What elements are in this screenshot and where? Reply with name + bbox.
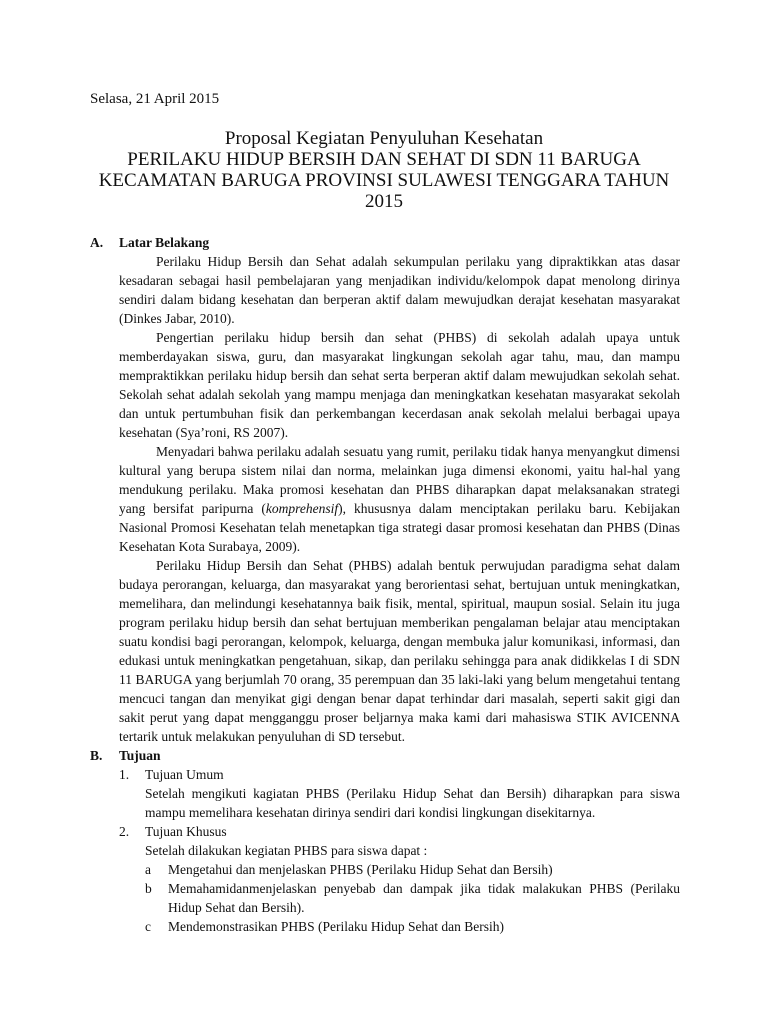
paragraph-4: Perilaku Hidup Bersih dan Sehat (PHBS) adalah bentuk perwujudan paradigma sehat dalam budaya perorangan, keluarga, dan masyarakat yang berorientasi sehat, bertujuan untuk meningkatkan, memelihara, dan melindungi kesehatannya baik fisik, mental, spiritual, maupun sosial. Selain itu juga program perilaku hidup bersih dan sehat bertujuan memberikan pengalaman belajar atau menciptakan suatu kondisi bagi perorangan, kelompok, keluarga, dengan membuka jalur komunikasi, informasi, dan edukasi untuk meningkatkan pengetahuan, sikap, dan perilaku sehingga para anak didikkelas I di SDN 11 BARUGA yang berjumlah 70 orang, 35 perempuan dan 35 laki-laki yang belum mengetahui tentang mencuci tangan dan menyikat gigi dengan benar dapat terhindar dari masalah, seperti sakit gigi dan sakit perut yang dapat mengganggu proser beljarnya maka kami dari mahasiswa STIK AVICENNA tertarik untuk melakukan penyuluhan di SD tersebut. <box>119 558 680 744</box>
sub-item-c-text: Mendemonstrasikan PHBS (Perilaku Hidup Sehat dan Bersih) <box>168 919 504 934</box>
title-block <box>90 128 678 212</box>
paragraph-3-part2: ), khususnya dalam menciptakan perilaku baru. Kebijakan Nasional Promosi Kesehatan telah menetapkan tiga strategi dasar promosi kesehatan dan PHBS (Dinas Kesehatan Kota Surabaya, 2009). <box>119 501 680 554</box>
list-item-1 <box>119 765 680 784</box>
section-b-label: B. <box>90 748 103 763</box>
section-a-heading <box>90 233 680 252</box>
sub-item-b <box>145 879 680 917</box>
section-a-label: A. <box>90 235 104 250</box>
list-item-2-number: 2. <box>119 824 130 839</box>
list-item-2 <box>119 822 680 841</box>
sub-item-c <box>145 917 680 936</box>
paragraph-1: Perilaku Hidup Bersih dan Sehat adalah sekumpulan perilaku yang dipraktikkan atas dasar kesadaran sebagai hasil pembelajaran yang menjadikan individu/kelompok dapat menolong dirinya sendiri dalam bidang kesehatan dan berperan aktif dalam mewujudkan derajat kesehatan masyarakat (Dinkes Jabar, 2010). <box>119 254 680 326</box>
tujuan-umum-text: Setelah mengikuti kagiatan PHBS (Perilaku Hidup Sehat dan Bersih) diharapkan para siswa mampu memelihara kesehatan dirinya sendiri dari kondisi lingkungan disekitarnya. <box>145 786 680 820</box>
tujuan-khusus-text: Setelah dilakukan kegiatan PHBS para siswa dapat : <box>145 843 428 858</box>
sub-item-c-letter: c <box>145 919 151 934</box>
proposal-title: Proposal Kegiatan Penyuluhan Kesehatan <box>224 128 544 149</box>
paragraph-3-italic: komprehensif <box>265 501 339 516</box>
section-a-title: Latar Belakang <box>119 235 210 250</box>
sub-item-b-text: Memahamidanmenjelaskan penyebab dan dampak jika tidak malakukan PHBS (Perilaku Hidup Sehat dan Bersih). <box>168 881 680 915</box>
paragraph-3-part1: Menyadari bahwa perilaku adalah sesuatu yang rumit, perilaku tidak hanya menyangkut dimensi kultural yang berupa sistem nilai dan norma, melainkan juga dimensi ekonomi, yaitu hal-hal yang mendukung perilaku. Maka promosi kesehatan dan PHBS diharapkan dapat melaksanakan strategi yang bersifat paripurna ( <box>119 444 680 516</box>
section-b-title: Tujuan <box>119 748 161 763</box>
section-b-heading <box>90 746 680 765</box>
paragraph-3 <box>119 442 680 556</box>
list-item-1-title: Tujuan Umum <box>145 767 224 782</box>
proposal-subtitle: PERILAKU HIDUP BERSIH DAN SEHAT DI SDN 11 BARUGA KECAMATAN BARUGA PROVINSI SULAWESI TENGGARA TAHUN 2015 <box>98 149 670 212</box>
paragraph-2: Pengertian perilaku hidup bersih dan sehat (PHBS) di sekolah adalah upaya untuk memberdayakan siswa, guru, dan masyarakat lingkungan sekolah agar tahu, mau, dan mampu mempraktikkan perilaku hidup bersih dan sehat serta berperan aktif dalam mewujudkan sekolah sehat. Sekolah sehat adalah sekolah yang mampu menjaga dan meningkatkan kesehatan masyarakat sekolah dan untuk pertumbuhan fisik dan perkembangan kecerdasan anak sekolah melalui berbagai upaya kesehatan (Sya’roni, RS 2007). <box>119 330 680 440</box>
list-item-1-number: 1. <box>119 767 130 782</box>
sub-item-a-text: Mengetahui dan menjelaskan PHBS (Perilaku Hidup Sehat dan Bersih) <box>168 862 553 877</box>
sub-item-a-letter: a <box>145 862 151 877</box>
sub-item-b-letter: b <box>145 881 152 896</box>
sub-item-a <box>145 860 680 879</box>
document-body <box>90 233 680 936</box>
document-date: Selasa, 21 April 2015 <box>90 91 220 107</box>
list-item-2-title: Tujuan Khusus <box>145 824 227 839</box>
